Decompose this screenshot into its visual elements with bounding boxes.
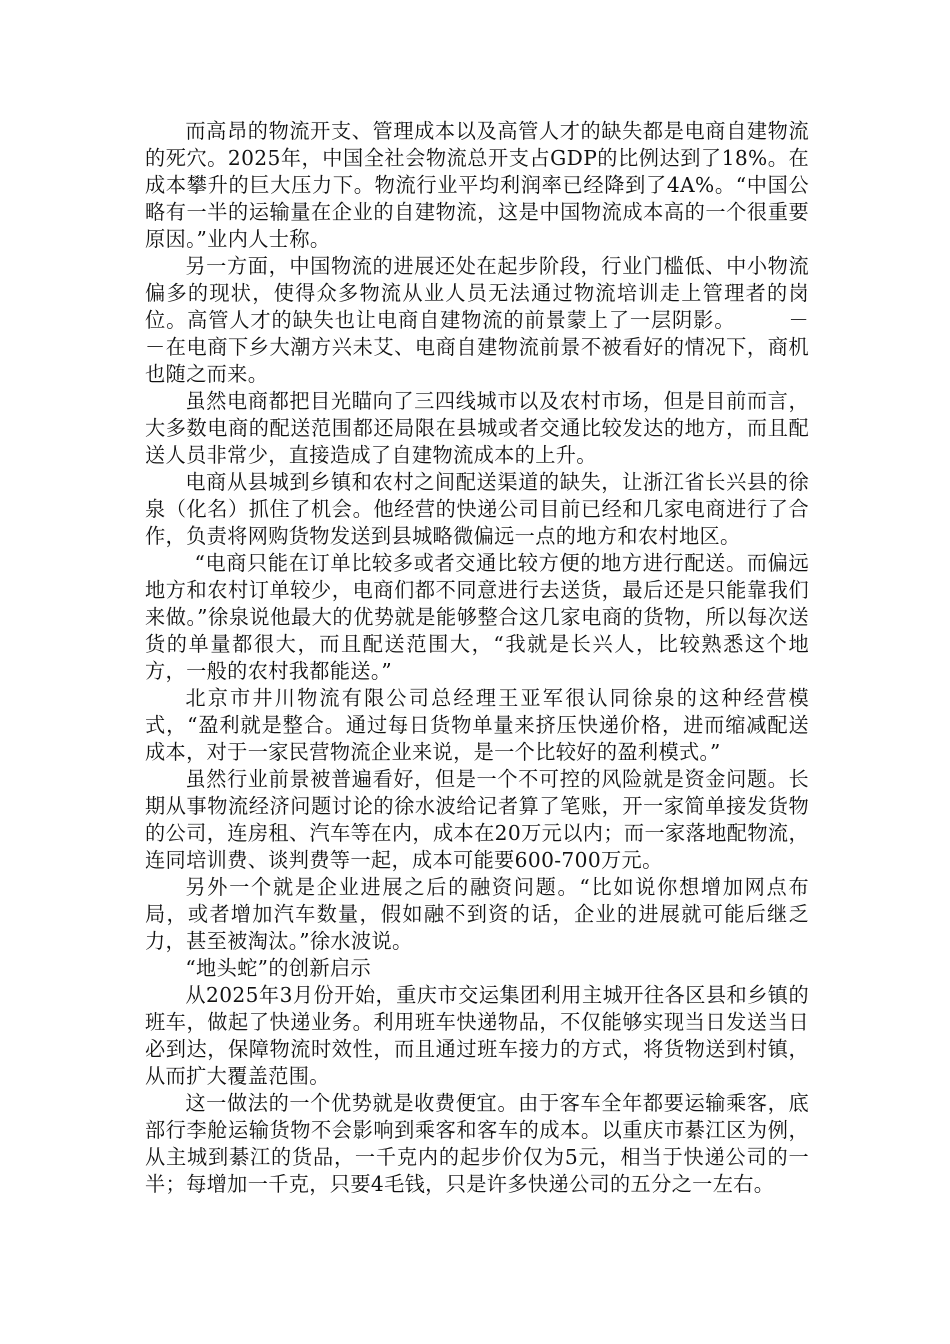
paragraph-wang-yajun: 北京市井川物流有限公司总经理王亚军很认同徐泉的这种经营模式，“盈利就是整合。通过每日货物单量来挤压快递价格，进而缩减配送成本，对于一家民营物流企业来说，是一个比较好的盈利模式。” [145, 686, 809, 764]
document-page [145, 118, 809, 1198]
paragraph-chongqing-bus-express: 从2025年3月份开始，重庆市交运集团利用主城开往各区县和乡镇的班车，做起了快递业务。利用班车快递物品，不仅能够实现当日发送当日必到达，保障物流时效性，而且通过班车接力的方式，将货物送到村镇，从而扩大覆盖范围。 [145, 983, 809, 1088]
paragraph-logistics-cost: 而高昂的物流开支、管理成本以及高管人才的缺失都是电商自建物流的死穴。2025年，中国全社会物流总开支占GDP的比例达到了18%。在成本攀升的巨大压力下。物流行业平均利润率已经降到了4A%。“中国公略有一半的运输量在企业的自建物流，这是中国物流成本高的一个很重要原因。”业内人士称。 [145, 119, 809, 251]
paragraph-delivery-range: 虽然电商都把目光瞄向了三四线城市以及农村市场，但是目前而言，大多数电商的配送范围都还局限在县城或者交通比较发达的地方，而且配送人员非常少，直接造成了自建物流成本的上升。 [145, 389, 809, 467]
paragraph-xu-quan-opportunity: 电商从县城到乡镇和农村之间配送渠道的缺失，让浙江省长兴县的徐泉（化名）抓住了机会。他经营的快递公司目前已经和几家电商进行了合作，负责将网购货物发送到县城略微偏远一点的地方和农村地区。 [145, 470, 809, 548]
section-heading: “地头蛇”的创新启示 [185, 956, 372, 980]
paragraph-funding-risk: 虽然行业前景被普遍看好，但是一个不可控的风险就是资金问题。长期从事物流经济问题讨论的徐水波给记者算了笔账，开一家简单接发货物的公司，连房租、汽车等在内，成本在20万元以内；而一家落地配物流，连同培训费、谈判费等一起，成本可能要600-700万元。 [145, 767, 809, 872]
paragraph-xu-quan-quote: “电商只能在订单比较多或者交通比较方便的地方进行配送。而偏远地方和农村订单较少，电商们都不同意进行去送货，最后还是只能靠我们来做。”徐泉说他最大的优势就是能够整合这几家电商的货物，所以每次送货的单量都很大，而且配送范围大，“我就是长兴人，比较熟悉这个地方，一般的农村我都能送。” [145, 551, 809, 683]
paragraph-financing: 另外一个就是企业进展之后的融资问题。“比如说你想增加网点布局，或者增加汽车数量，假如融不到资的话，企业的进展就可能后继乏力，甚至被淘汰。”徐水波说。 [145, 875, 809, 953]
paragraph-low-price: 这一做法的一个优势就是收费便宜。由于客车全年都要运输乘客，底部行李舱运输货物不会影响到乘客和客车的成本。以重庆市綦江区为例，从主城到綦江的货品，一千克内的起步价仅为5元，相当于快递公司的一半；每增加一千克，只要4毛钱，只是许多快递公司的五分之一左右。 [145, 1091, 809, 1196]
paragraph-talent-shortage: 另一方面，中国物流的进展还处在起步阶段，行业门槛低、中小物流偏多的现状，使得众多物流从业人员无法通过物流培训走上管理者的岗位。高管人才的缺失也让电商自建物流的前景蒙上了一层阴影。 －－在电商下乡大潮方兴未艾、电商自建物流前景不被看好的情况下，商机也随之而来。 [145, 254, 809, 386]
